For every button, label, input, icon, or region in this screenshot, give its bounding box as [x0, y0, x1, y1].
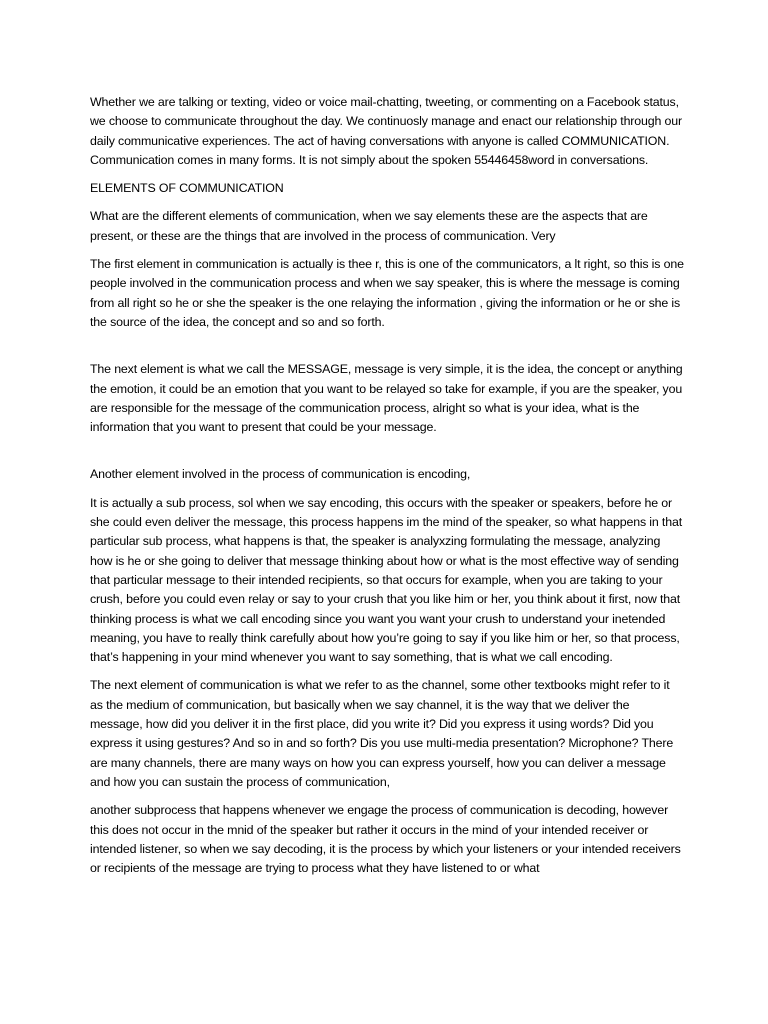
blank-line	[90, 341, 684, 360]
message-paragraph: The next element is what we call the MESSAGE, message is very simple, it is the idea, the concept or anything the emotion, it could be an emotion that you want to be relayed so take for example, if you are the speaker, you are responsible for the message of the communication process, alright so what is your idea, what is the information that you want to present that could be your message.	[90, 362, 683, 435]
document-body	[90, 93, 684, 887]
encoding-intro-paragraph: Another element involved in the process of communication is encoding,	[90, 467, 471, 482]
encoding-paragraph: It is actually a sub process, sol when we say encoding, this occurs with the speaker or speakers, before he or she could even deliver the message, this process happens im the mind of the speaker, so what happens in that particular sub process, what happens is that, the speaker is analyxzing formulating the message, analyzing how is he or she going to deliver that message thinking about how or what is the most effective way of sending that particular message to their intended recipients, so that occurs for example, when you are taking to your crush, before you could even relay or say to your crush that you like him or her, you think about it first, now that thinking process is what we call encoding since you want you want your crush to understand your inetended meaning, you have to really think carefully about how you’re going to say if you like him or her, so that process, that’s happening in your mind whenever you want to say something, that is what we call encoding.	[90, 495, 682, 665]
blank-line	[90, 446, 684, 465]
elements-paragraph: What are the different elements of communication, when we say elements these are the aspects that are present, or these are the things that are involved in the process of communication. Very	[90, 209, 648, 243]
decoding-paragraph: another subprocess that happens whenever we engage the process of communication is decoding, however this does not occur in the mnid of the speaker but rather it occurs in the mind of your intended receiver or intended listener, so when we say decoding, it is the process by which your listeners or your intended receivers or recipients of the message are trying to process what they have listened to or what	[90, 803, 681, 876]
section-heading: ELEMENTS OF COMMUNICATION	[90, 181, 284, 196]
intro-paragraph: Whether we are talking or texting, video or voice mail-chatting, tweeting, or commenting on a Facebook status, we choose to communicate throughout the day. We continuosly manage and enact our relationship through our daily communicative experiences. The act of having conversations with anyone is called COMMUNICATION. Communication comes in many forms. It is not simply about the spoken 55446458word in conversations.	[90, 95, 682, 167]
speaker-paragraph: The first element in communication is actually is thee r, this is one of the communicators, a lt right, so this is one people involved in the communication process and when we say speaker, this is where the message is coming from all right so he or she the speaker is the one relaying the information , giving the information or he or she is the source of the idea, the concept and so and so forth.	[90, 257, 684, 329]
channel-paragraph: The next element of communication is what we refer to as the channel, some other textbooks might refer to it as the medium of communication, but basically when we say channel, it is the way that we deliver the message, how did you deliver it in the first place, did you write it? Did you express it using words? Did you express it using gestures? And so in and so forth? Dis you use multi-media presentation? Microphone? There are many channels, there are many ways on how you can express yourself, how you can deliver a message and how you can sustain the process of communication,	[90, 678, 674, 789]
